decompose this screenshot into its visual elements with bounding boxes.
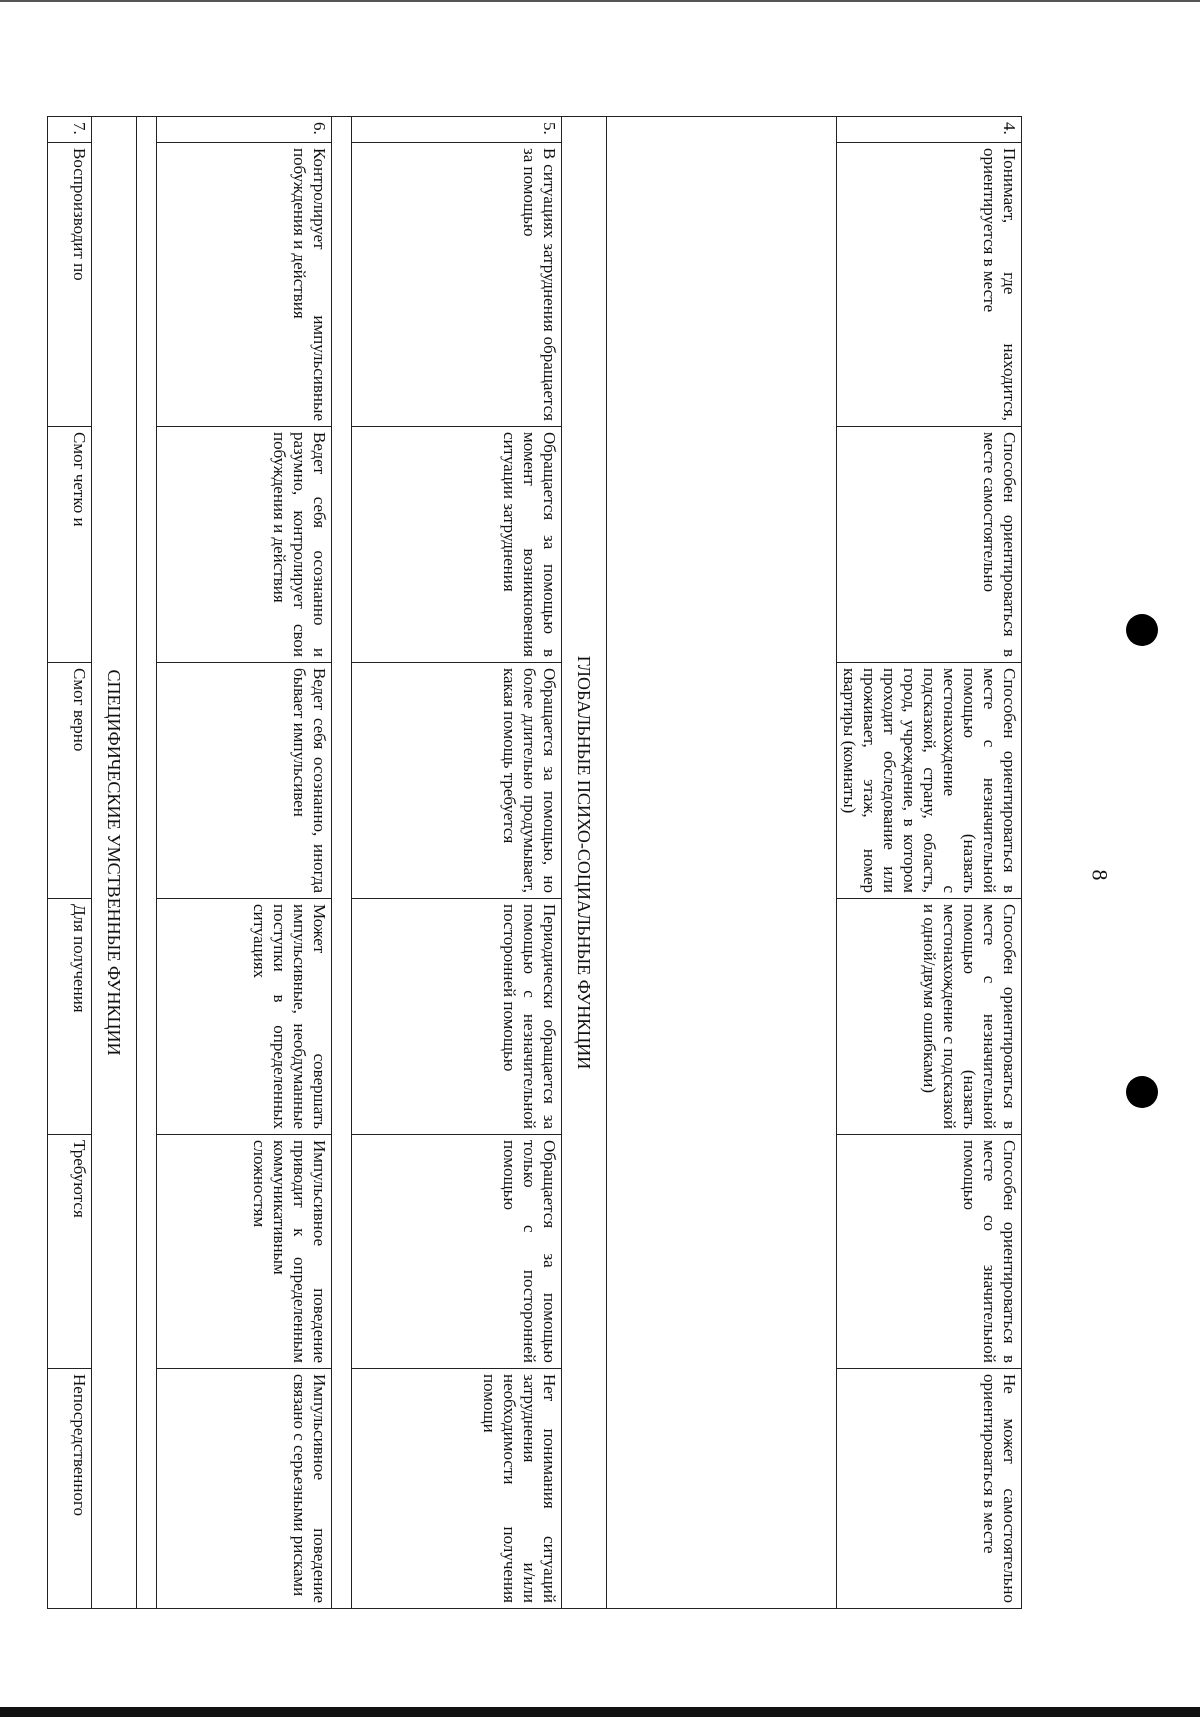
table-row-empty (332, 117, 352, 1609)
empty-cell (607, 117, 837, 1609)
level-cell: Импульсивное поведение связано с серьезными рисками (157, 1369, 332, 1609)
level-cell: Способен ориентироваться в месте с незначительной помощью (назвать местонахождение с подсказкой, страну, область, город, учреждение, в котором проходит обследование или проживает, этаж, номер квартиры (комнаты) (837, 663, 1022, 899)
level-cell: Смог верно (48, 663, 92, 899)
table-row (837, 117, 1022, 1609)
level-cell: Способен ориентироваться в месте с незначительной помощью (назвать местонахождение с подсказкой и одной/двумя ошибками) (837, 899, 1022, 1135)
level-cell: Обращается за помощью, но более длительно продумывает, какая помощь требуется (352, 663, 562, 899)
row-number: 5. (352, 117, 562, 143)
page-number: 8 (1087, 869, 1113, 881)
level-cell: Ведет себя осознанно и разумно, контролирует свои побуждения и действия (157, 427, 332, 663)
row-number: 7. (48, 117, 92, 143)
level-cell: Может совершать импульсивные, необдуманные поступки в определенных ситуациях (157, 899, 332, 1135)
row-number: 4. (837, 117, 1022, 143)
function-name: Воспроизводит по (48, 143, 92, 427)
level-cell: Обращается за помощью только с посторонней помощью (352, 1135, 562, 1369)
table-row-empty (607, 117, 837, 1609)
empty-cell (137, 117, 157, 1609)
table-row (48, 117, 92, 1609)
punch-hole (1126, 614, 1158, 646)
empty-cell (332, 117, 352, 1609)
function-name: Контролирует импульсивные побуждения и действия (157, 143, 332, 427)
section-header-row (562, 117, 607, 1609)
function-name: Понимает, где находится, ориентируется в месте (837, 143, 1022, 427)
function-name: В ситуациях затруднения обращается за помощью (352, 143, 562, 427)
page-top-edge (0, 0, 1200, 2)
level-cell: Ведет себя осознанно, иногда бывает импульсивен (157, 663, 332, 899)
section-title: СПЕЦИФИЧЕСКИЕ УМСТВЕННЫЕ ФУНКЦИИ (92, 117, 137, 1609)
level-cell: Нет понимания ситуаций затруднения и/или необходимости получения помощи (352, 1369, 562, 1609)
page-bottom-edge (0, 1707, 1200, 1717)
level-cell: Непосредственного (48, 1369, 92, 1609)
level-cell: Для получения (48, 899, 92, 1135)
level-cell: Способен ориентироваться в месте со значительной помощью (837, 1135, 1022, 1369)
level-cell: Не может самостоятельно ориентироваться в месте (837, 1369, 1022, 1609)
table-row (352, 117, 562, 1609)
assessment-table (47, 116, 1022, 1609)
table-row (157, 117, 332, 1609)
level-cell: Периодически обращается за помощью с незначительной посторонней помощью (352, 899, 562, 1135)
level-cell: Импульсивное поведение приводит к определенным коммуникативным сложностям (157, 1135, 332, 1369)
level-cell: Обращается за помощью в момент возникновения ситуации затруднения (352, 427, 562, 663)
table-row-empty (137, 117, 157, 1609)
rotated-table-container (70, 116, 1022, 1608)
section-header-row (92, 117, 137, 1609)
level-cell: Требуются (48, 1135, 92, 1369)
level-cell: Способен ориентироваться в месте самостоятельно (837, 427, 1022, 663)
level-cell: Смог четко и (48, 427, 92, 663)
punch-hole (1126, 1076, 1158, 1108)
row-number: 6. (157, 117, 332, 143)
section-title: ГЛОБАЛЬНЫЕ ПСИХО-СОЦИАЛЬНЫЕ ФУНКЦИИ (562, 117, 607, 1609)
